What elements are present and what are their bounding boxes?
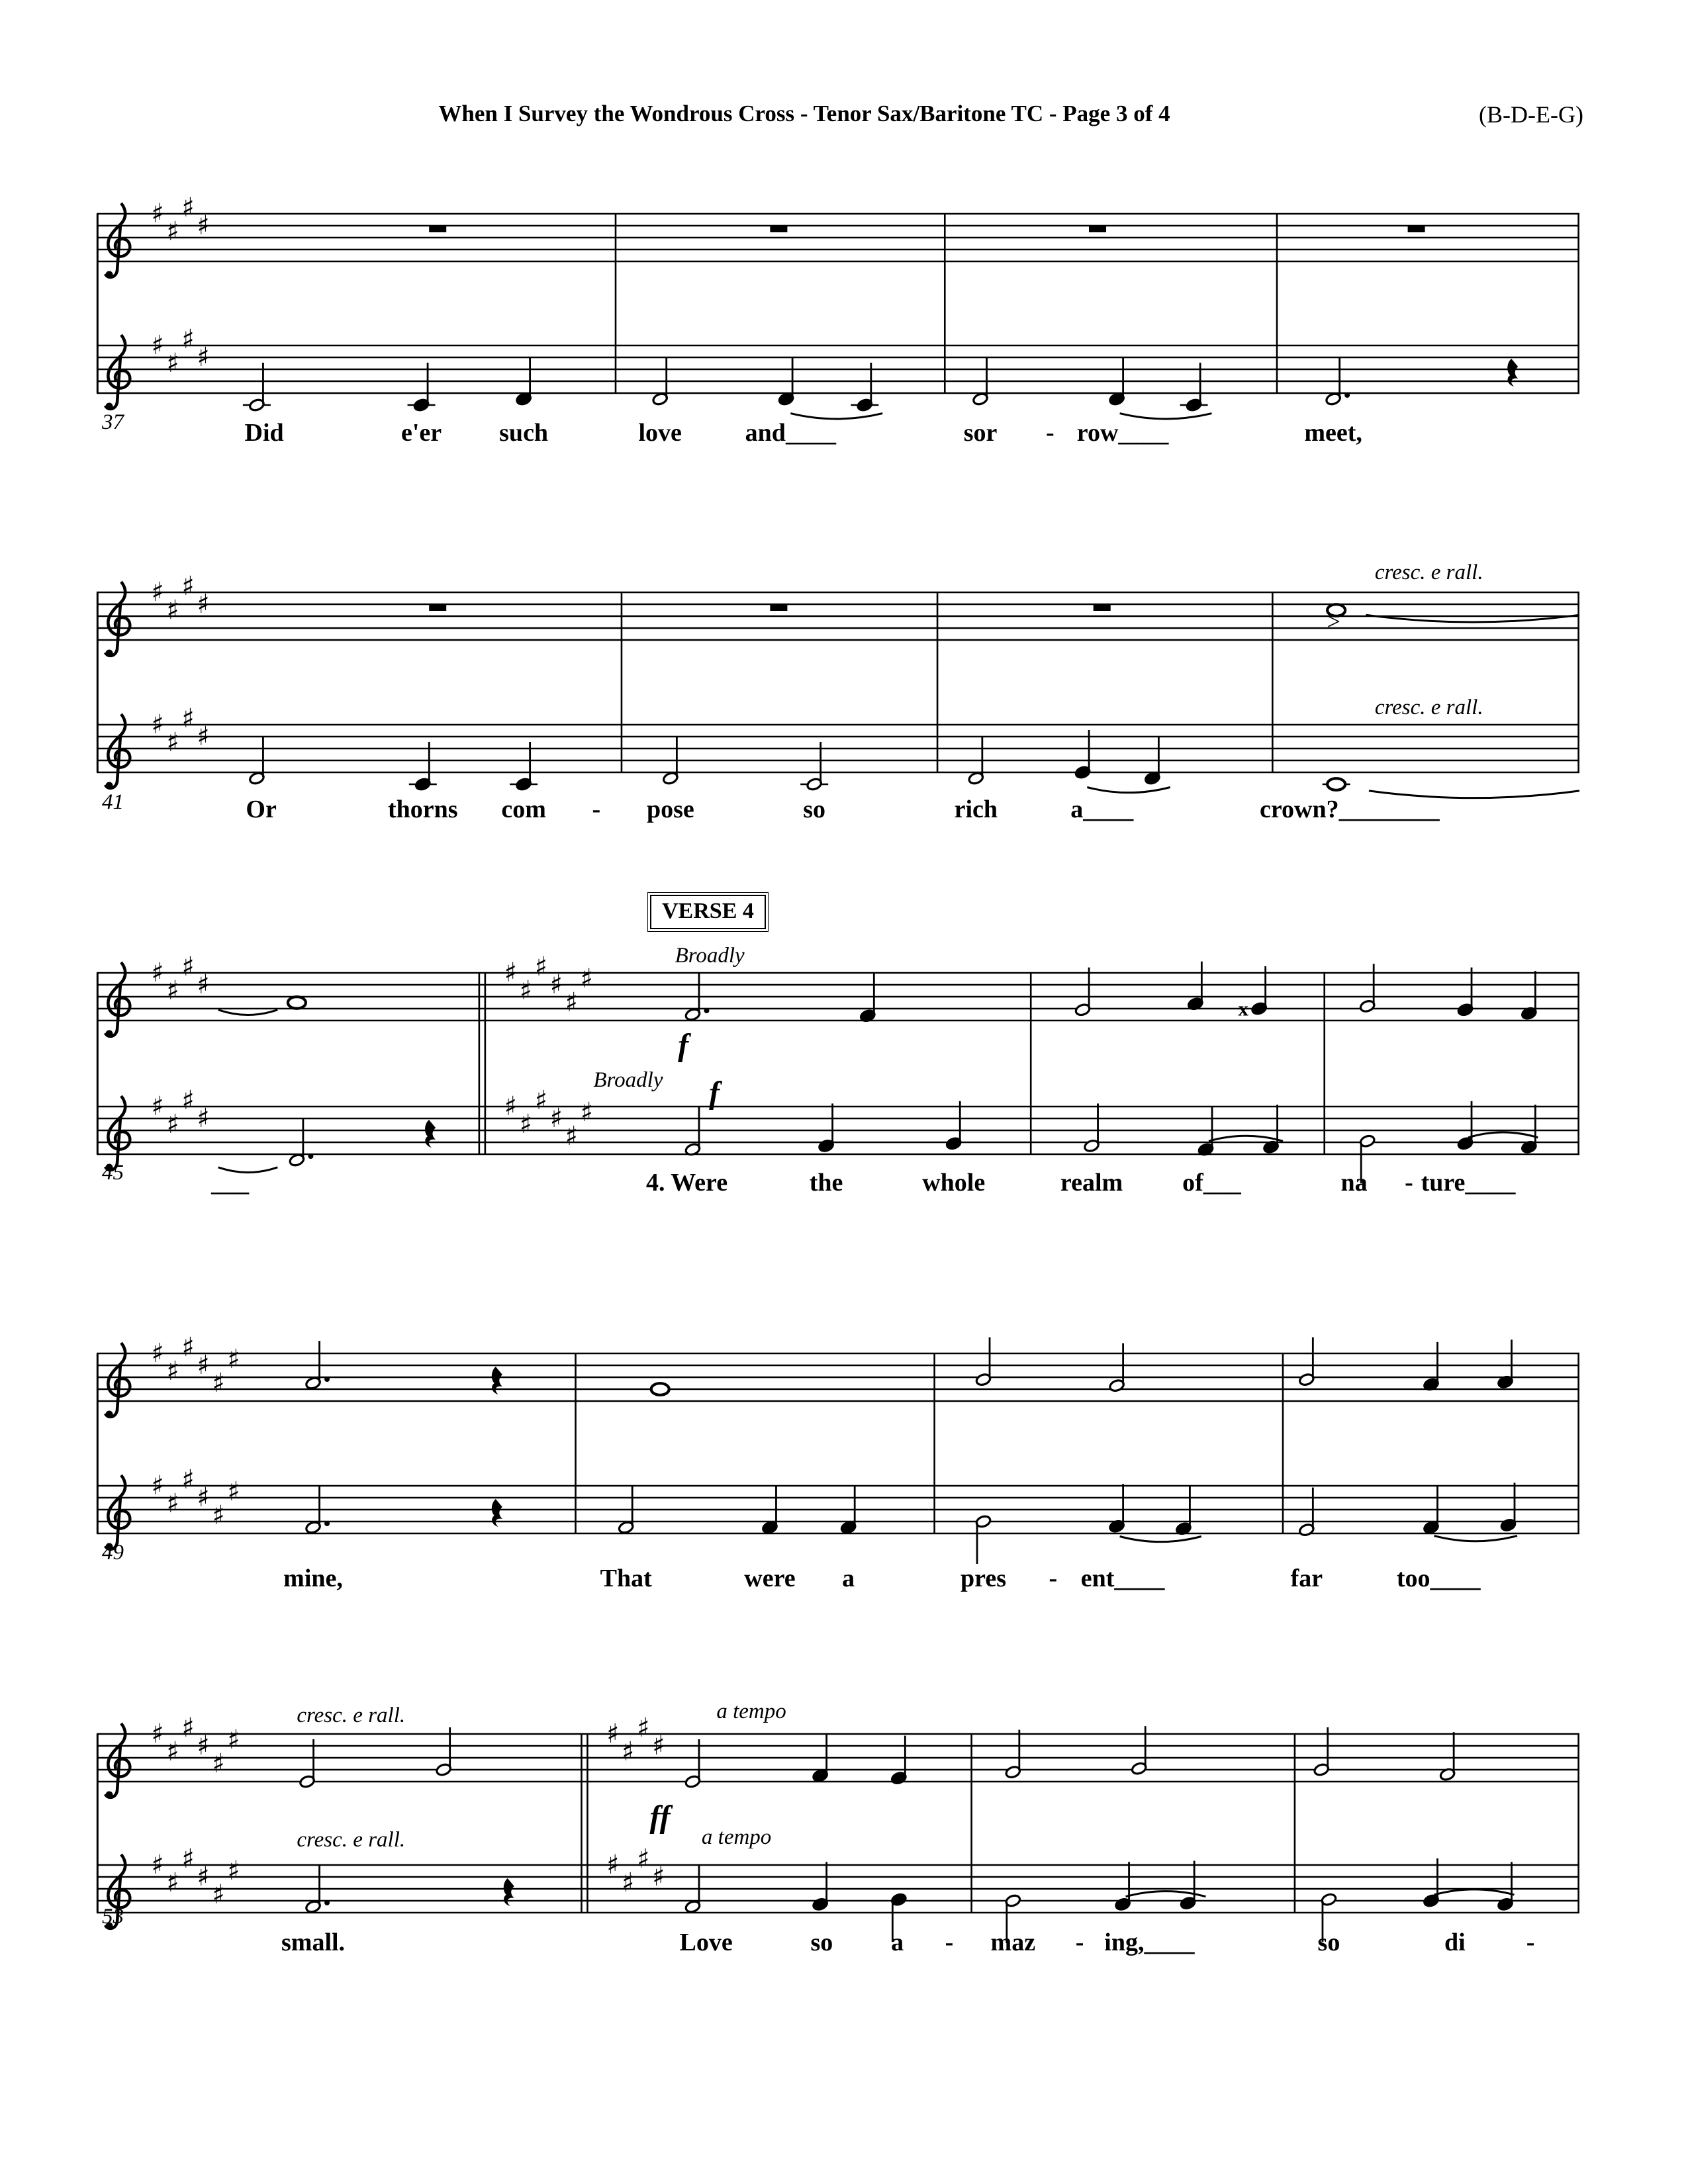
lyric-syllable: a bbox=[842, 1565, 855, 1592]
sharp-icon: ♯ bbox=[652, 1862, 665, 1892]
direction-text: Broadly bbox=[593, 1068, 663, 1092]
lyric-syllable: Did bbox=[244, 419, 284, 447]
lyric-syllable: Or bbox=[246, 796, 277, 823]
sharp-icon: ♯ bbox=[166, 595, 179, 625]
sharp-icon: ♯ bbox=[227, 1344, 240, 1375]
measure-number: 41 bbox=[102, 790, 124, 814]
key-letters: (B-D-E-G) bbox=[1479, 101, 1583, 128]
sharp-icon: ♯ bbox=[151, 958, 164, 988]
sharp-icon: ♯ bbox=[212, 1368, 225, 1398]
lyric-syllable: mine, bbox=[283, 1565, 343, 1592]
lyric-syllable: e'er bbox=[400, 419, 442, 447]
lyric-syllable: - bbox=[1405, 1169, 1413, 1197]
lyric-syllable: pres bbox=[961, 1565, 1006, 1592]
direction-text: f bbox=[709, 1075, 720, 1111]
direction-text: a tempo bbox=[716, 1700, 786, 1723]
measure-number: 53 bbox=[102, 1905, 124, 1929]
direction-text: cresc. e rall. bbox=[297, 1704, 406, 1727]
lyric-syllable: so bbox=[1317, 1929, 1340, 1956]
sharp-icon: ♯ bbox=[151, 709, 164, 740]
sharp-icon: ♯ bbox=[565, 987, 578, 1018]
lyric-syllable: too____ bbox=[1396, 1565, 1481, 1592]
lyric-syllable: whole bbox=[922, 1169, 986, 1197]
sharp-icon: ♯ bbox=[565, 1121, 578, 1152]
sharp-icon: ♯ bbox=[197, 1103, 210, 1134]
sharp-icon: ♯ bbox=[197, 1862, 210, 1892]
sharp-icon: ♯ bbox=[580, 964, 593, 994]
lyric-syllable: ___ bbox=[211, 1169, 250, 1197]
lyric-syllable: ing,____ bbox=[1104, 1929, 1195, 1956]
lyric-syllable: sor bbox=[963, 419, 998, 447]
measure-number: 49 bbox=[102, 1541, 124, 1565]
sharp-icon: ♯ bbox=[197, 721, 210, 752]
sharp-icon: ♯ bbox=[227, 1856, 240, 1886]
direction-text: Broadly bbox=[675, 944, 745, 968]
direction-text: ff bbox=[649, 1799, 671, 1835]
lyric-syllable: love bbox=[638, 419, 682, 447]
sharp-icon: ♯ bbox=[197, 970, 210, 1000]
sharp-icon: ♯ bbox=[151, 330, 164, 361]
sharp-icon: ♯ bbox=[197, 589, 210, 619]
lyric-syllable: rich bbox=[954, 796, 998, 823]
sharp-icon: ♯ bbox=[151, 1091, 164, 1122]
measure-number: 45 bbox=[102, 1161, 124, 1185]
lyric-syllable: so bbox=[810, 1929, 833, 1956]
sharp-icon: ♯ bbox=[622, 1868, 635, 1898]
lyric-syllable: na bbox=[1340, 1169, 1368, 1197]
page-title: When I Survey the Wondrous Cross - Tenor Sax/Baritone TC - Page 3 of 4 bbox=[438, 101, 1170, 126]
direction-text: cresc. e rall. bbox=[1374, 696, 1483, 719]
direction-text: a tempo bbox=[701, 1825, 772, 1849]
direction-text: cresc. e rall. bbox=[1374, 561, 1483, 584]
sharp-icon: ♯ bbox=[534, 952, 547, 982]
sharp-icon: ♯ bbox=[166, 1488, 179, 1519]
lyric-syllable: a bbox=[891, 1929, 904, 1956]
sharp-icon: ♯ bbox=[166, 216, 179, 247]
lyric-syllable: and____ bbox=[745, 419, 836, 447]
lyric-syllable: - bbox=[592, 796, 601, 823]
sharp-icon: ♯ bbox=[151, 1338, 164, 1369]
sharp-icon: ♯ bbox=[151, 1471, 164, 1501]
sharp-icon: ♯ bbox=[181, 1085, 195, 1116]
sharp-icon: ♯ bbox=[181, 571, 195, 602]
sharp-icon: ♯ bbox=[534, 1085, 547, 1116]
sharp-icon: ♯ bbox=[166, 1109, 179, 1140]
lyric-syllable: - bbox=[1049, 1565, 1058, 1592]
lyric-syllable: That bbox=[600, 1565, 652, 1592]
lyric-syllable: realm bbox=[1060, 1169, 1123, 1197]
sharp-icon: ♯ bbox=[197, 210, 210, 241]
quarter-rest bbox=[504, 1878, 514, 1906]
double-sharp-icon: x bbox=[1238, 997, 1248, 1021]
lyric-syllable: maz bbox=[990, 1929, 1036, 1956]
sharp-icon: ♯ bbox=[151, 199, 164, 229]
sharp-icon: ♯ bbox=[181, 952, 195, 982]
sharp-icon: ♯ bbox=[181, 1332, 195, 1363]
sharp-icon: ♯ bbox=[151, 1719, 164, 1749]
sharp-icon: ♯ bbox=[181, 1713, 195, 1743]
sharp-icon: ♯ bbox=[197, 1350, 210, 1381]
direction-text: cresc. e rall. bbox=[297, 1828, 406, 1852]
sharp-icon: ♯ bbox=[181, 1844, 195, 1874]
sharp-icon: ♯ bbox=[197, 1482, 210, 1513]
lyric-syllable: di bbox=[1444, 1929, 1466, 1956]
lyric-syllable: - bbox=[1526, 1929, 1535, 1956]
sharp-icon: ♯ bbox=[166, 348, 179, 379]
lyric-syllable: a____ bbox=[1070, 796, 1134, 823]
lyric-syllable: pose bbox=[646, 796, 694, 823]
lyric-syllable: meet, bbox=[1304, 419, 1362, 447]
lyric-syllable: - bbox=[945, 1929, 954, 1956]
measure-number: 37 bbox=[102, 410, 124, 434]
sharp-icon: ♯ bbox=[212, 1749, 225, 1779]
lyric-syllable: ent____ bbox=[1080, 1565, 1165, 1592]
sharp-icon: ♯ bbox=[166, 1868, 179, 1898]
sharp-icon: ♯ bbox=[166, 1356, 179, 1387]
lyric-syllable: of___ bbox=[1182, 1169, 1241, 1197]
sharp-icon: ♯ bbox=[637, 1844, 650, 1874]
sharp-icon: ♯ bbox=[212, 1500, 225, 1531]
lyric-syllable: far bbox=[1290, 1565, 1323, 1592]
lyric-syllable: com bbox=[501, 796, 546, 823]
sharp-icon: ♯ bbox=[652, 1731, 665, 1761]
sharp-icon: ♯ bbox=[181, 324, 195, 355]
lyric-syllable: thorns bbox=[388, 796, 458, 823]
lyric-syllable: so bbox=[803, 796, 826, 823]
sharp-icon: ♯ bbox=[504, 1091, 517, 1122]
sharp-icon: ♯ bbox=[580, 1097, 593, 1128]
direction-text: f bbox=[678, 1028, 689, 1063]
sharp-icon: ♯ bbox=[606, 1850, 620, 1880]
lyric-syllable: Love bbox=[679, 1929, 733, 1956]
sharp-icon: ♯ bbox=[151, 1850, 164, 1880]
lyric-syllable: - bbox=[1045, 419, 1055, 447]
sharp-icon: ♯ bbox=[227, 1725, 240, 1755]
lyric-syllable: were bbox=[744, 1565, 796, 1592]
sharp-icon: ♯ bbox=[212, 1880, 225, 1910]
sharp-icon: ♯ bbox=[166, 976, 179, 1006]
sharp-icon: ♯ bbox=[197, 1731, 210, 1761]
sharp-icon: ♯ bbox=[549, 970, 563, 1000]
slur bbox=[1434, 1889, 1514, 1895]
lyric-syllable: ture____ bbox=[1421, 1169, 1516, 1197]
sharp-icon: ♯ bbox=[637, 1713, 650, 1743]
augmentation-dot bbox=[324, 1900, 330, 1905]
lyric-syllable: - bbox=[1075, 1929, 1084, 1956]
verse-4-box: VERSE 4 bbox=[650, 895, 766, 929]
lyric-syllable: row____ bbox=[1076, 419, 1169, 447]
lyric-syllable: crown?________ bbox=[1259, 796, 1440, 823]
sharp-icon: ♯ bbox=[227, 1477, 240, 1507]
accent-icon: > bbox=[1327, 608, 1340, 635]
lyric-syllable: 4. Were bbox=[645, 1169, 728, 1197]
sharp-icon: ♯ bbox=[519, 976, 532, 1006]
sharp-icon: ♯ bbox=[181, 193, 195, 223]
sharp-icon: ♯ bbox=[166, 1737, 179, 1767]
sharp-icon: ♯ bbox=[166, 727, 179, 758]
sharp-icon: ♯ bbox=[181, 1465, 195, 1495]
sharp-icon: ♯ bbox=[519, 1109, 532, 1140]
sharp-icon: ♯ bbox=[197, 342, 210, 373]
lyric-syllable: such bbox=[499, 419, 549, 447]
sharp-icon: ♯ bbox=[504, 958, 517, 988]
lyric-syllable: the bbox=[809, 1169, 843, 1197]
sharp-icon: ♯ bbox=[549, 1103, 563, 1134]
sharp-icon: ♯ bbox=[181, 704, 195, 734]
sharp-icon: ♯ bbox=[606, 1719, 620, 1749]
lyric-syllable: small. bbox=[281, 1929, 346, 1956]
sharp-icon: ♯ bbox=[151, 577, 164, 608]
sharp-icon: ♯ bbox=[622, 1737, 635, 1767]
